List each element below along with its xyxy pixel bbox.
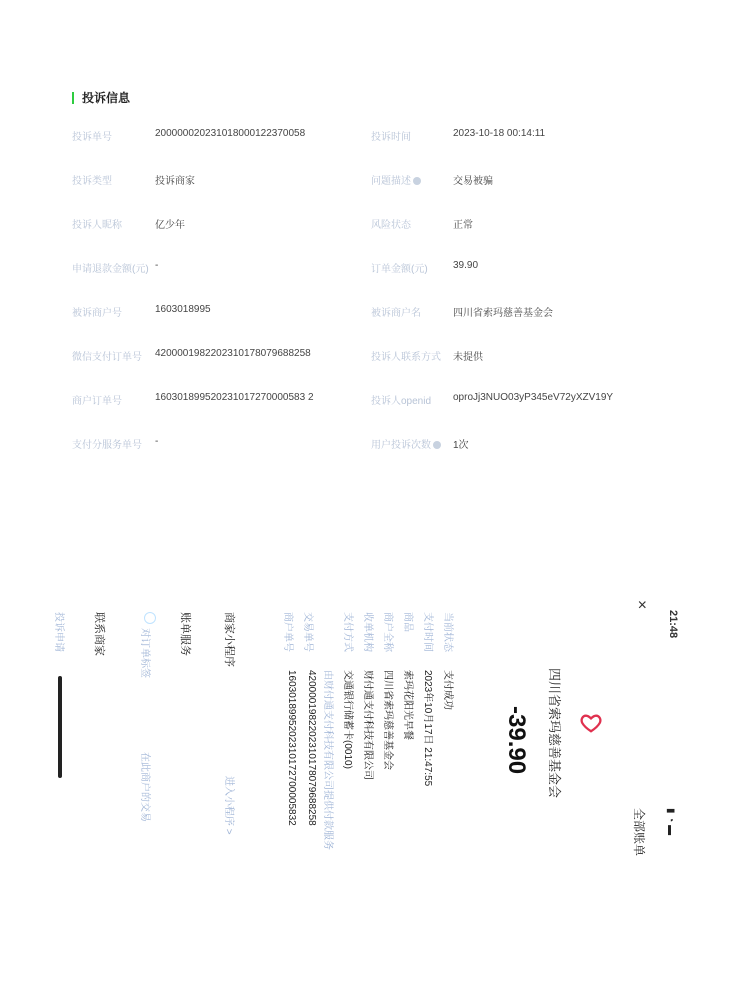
label-service-order-no: 支付分服务单号 (72, 440, 142, 451)
home-indicator-bar (58, 676, 62, 778)
amount: -39.90 (503, 706, 530, 775)
title-accent-bar (72, 92, 74, 104)
label-complaint-time: 投诉时间 (371, 132, 411, 143)
value-complaint-time: 2023-10-18 00:14:11 (453, 128, 546, 139)
tag-circle-icon (144, 612, 156, 624)
label-risk-status: 风险状态 (371, 220, 411, 231)
help-icon[interactable] (433, 441, 441, 449)
enter-mini-program-link[interactable]: 进入小程序 > (223, 776, 234, 835)
label-merchant-no: 被诉商户号 (72, 308, 122, 319)
mini-program-title: 商家小程序 (223, 612, 235, 667)
value-complaint-no: 200000020231018000122370058 (155, 128, 306, 139)
detail-value: 交通银行储蓄卡(0010) (342, 670, 353, 769)
value-order-amount: 39.90 (453, 260, 479, 271)
value-merchant-no: 1603018995 (155, 304, 211, 315)
value-merchant-name: 四川省索玛慈善基金会 (453, 308, 553, 319)
contact-merchant-button[interactable]: 联系商家 (93, 612, 105, 656)
detail-value: 2023年10月17日 21:47:55 (422, 670, 433, 787)
label-problem-desc-text: 问题描述 (371, 176, 411, 187)
value-refund-amount: - (155, 260, 159, 271)
detail-value: 1603018995202310172700005832 (286, 670, 297, 826)
value-merchant-order-no: 160301899520231017270000583 2 (155, 392, 314, 403)
label-merchant-order-no: 商户订单号 (72, 396, 122, 407)
value-problem-desc: 交易被骗 (453, 176, 493, 187)
value-complaint-count: 1次 (453, 440, 469, 451)
merchant-transactions-link[interactable]: 在此商户的交易 (139, 752, 150, 822)
detail-label: 商户全称 (382, 612, 393, 652)
label-complaint-count-text: 用户投诉次数 (371, 440, 431, 451)
section-title-text: 投诉信息 (82, 91, 131, 105)
label-wechat-order-no: 微信支付订单号 (72, 352, 142, 363)
detail-label: 支付时间 (422, 612, 433, 652)
label-merchant-name: 被诉商户名 (371, 308, 421, 319)
help-icon[interactable] (413, 177, 421, 185)
heart-logo-icon (580, 712, 602, 734)
label-refund-amount: 申请退款金额(元) (72, 264, 149, 275)
apply-complaint-link[interactable]: 投诉申请 (53, 612, 64, 652)
label-order-amount: 订单金额(元) (371, 264, 428, 275)
signal-icons: ▮ ◔ ▬ (665, 808, 676, 836)
bill-service-title: 账单服务 (179, 612, 191, 656)
detail-label: 交易单号 (302, 612, 313, 652)
label-openid: 投诉人openid (371, 396, 432, 407)
detail-value: 4200001982202310178079688258 (306, 670, 317, 826)
detail-value: 索玛花阳光早餐 (402, 670, 413, 740)
all-bills-link[interactable]: 全部账单 (632, 808, 646, 857)
detail-label: 商品 (402, 612, 413, 632)
value-nickname: 亿少年 (155, 220, 185, 231)
detail-label: 商户单号 (282, 612, 293, 652)
value-contact: 未提供 (453, 352, 483, 363)
value-complaint-type: 投诉商家 (155, 176, 195, 187)
value-wechat-order-no: 4200001982202310178079688258 (155, 348, 311, 359)
set-tag-link[interactable]: 对订单标签 (139, 628, 150, 678)
detail-label: 当前状态 (442, 612, 453, 652)
detail-value: 四川省索玛慈善基金会 (382, 670, 393, 770)
close-icon[interactable]: × (633, 600, 650, 610)
value-openid: oproJj3NUO03yP345eV72yXZV19Y (453, 392, 614, 403)
label-complaint-count (371, 436, 441, 451)
detail-label: 支付方式 (342, 612, 353, 652)
label-problem-desc (371, 172, 421, 187)
label-contact: 投诉人联系方式 (371, 352, 441, 363)
label-complaint-no: 投诉单号 (72, 132, 112, 143)
merchant-name: 四川省索玛慈善基金会 (547, 668, 562, 799)
payment-provider-note: 由财付通支付科技有限公司提供付款服务 (322, 670, 333, 850)
detail-value: 财付通支付科技有限公司 (362, 670, 373, 780)
value-risk-status: 正常 (453, 220, 473, 231)
label-nickname: 投诉人昵称 (72, 220, 122, 231)
label-complaint-type: 投诉类型 (72, 176, 112, 187)
section-title (72, 89, 130, 106)
status-time: 21:48 (667, 610, 679, 639)
detail-value: 支付成功 (442, 670, 453, 710)
value-service-order-no: - (155, 436, 159, 447)
detail-label: 收单机构 (362, 612, 373, 652)
